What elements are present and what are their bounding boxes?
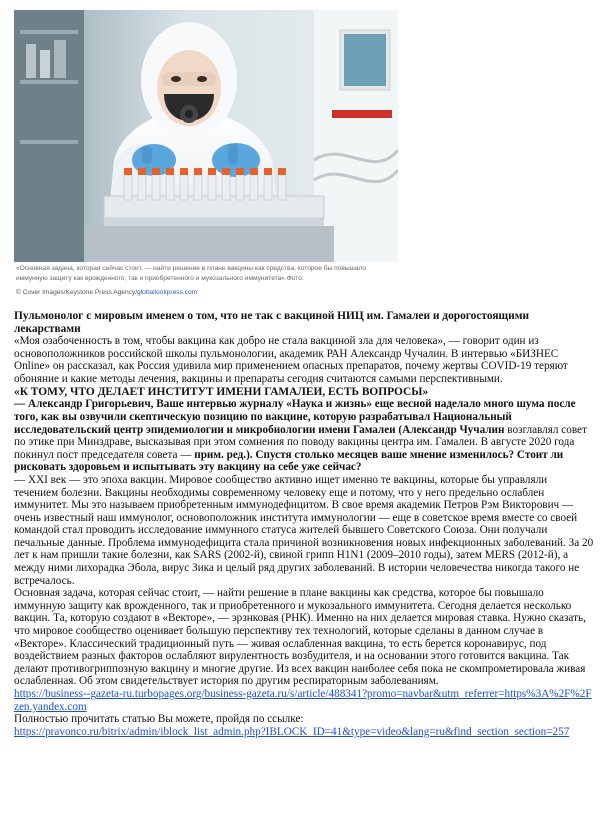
photo-credit <box>14 284 398 298</box>
article-figure <box>14 10 398 308</box>
lab-photo-illustration <box>14 10 398 262</box>
question-bold-part: — Александр Григорьевич, Ваше интервью журналу «Наука и жизнь» еще весной наделало много шума после того, как вы озвучили скептическую позицию по вакцине, которую разрабатывал Национальный исследовательский центр эпидемиологии и микробиологии имени Гамалеи ( <box>14 398 576 436</box>
answer-paragraph-1: — XXI век — это эпоха вакцин. Мировое сообщество активно ищет именно те вакцины, которые бы управляли течением болезни. Вакцины необходимы современному человеку еще и потому, что у него предельно ослаблен иммунитет. Мы это называем приобретенным иммунодефицитом. В свое время академик Петров Рэм Викторович — очень известный наш иммунолог, основоположник института иммунологии — еще в советское время вместе со своей командой стал проводить исследование иммунного статуса жителей бывшего Советского Союза. Они получали печальные данные. Проблема иммунодефицита стала причиной возникновения новых инфекционных заболеваний. За 20 лет к нам пришли такие болезни, как SARS (2002-й), свиной грипп H1N1 (2009–2010 годы), затем MERS (2012-й), а между ними лихорадка Эбола, вирус Зика и целый ряд других заболеваний. В истории человечества никогда такого не встречалось. <box>14 473 594 587</box>
photo-credit-prefix: © Cover Images/Keystone Press Agency/ <box>16 289 138 296</box>
article-title: Пульмонолог с мировым именем о том, что не так с вакциной НИЦ им. Гамалеи и дорогостоящими лекарствами <box>14 310 530 335</box>
answer-paragraph-2: Основная задача, которая сейчас стоит, — найти решение в плане вакцины как средства, которое бы повышало иммунную защиту как врожденного, так и приобретенного и мукозального иммунитета. Сегодня делается несколько вакцин. Та, которую создают в «Векторе», — эрзнковая (РНК). Именно на них делается мировая ставка. Нужно сказать, что мировое сообщество оценивает большую перспективу тех технологий, которые сделаны в данном случае в «Векторе». Классический традиционный путь — живая ослабленная вакцина, то есть берется коронавирус, под воздействием разных факторов ослабляют вирулентность возбудителя, и на основании этого готовится вакцина. Так делают противогриппозную вакцину и многие другие. Из всех вакцин наиболее себя пока не скомпрометировала живая ослабленная. Об этом свидетельствует история по другим респираторным заболеваниям. <box>14 587 586 688</box>
question-note: возглавлял совет по этике при Минздраве, высказывая при этом сомнения по поводу вакцины центра им. Гамалеи. В августе 2020 года покинул пост председателя совета — <box>14 423 587 461</box>
lab-photo <box>14 10 398 262</box>
read-more-link[interactable]: https://pravonco.ru/bitrix/admin/iblock_list_admin.php?IBLOCK_ID=41&type=video&lang=ru&find_section_section=257 <box>14 725 570 738</box>
article-body <box>14 310 594 738</box>
question-tail: ). Спустя столько месяцев ваше мнение изменилось? Стоит ли рисковать здоровьем и испытывать эту вакцину на себе уже сейчас? <box>14 448 564 474</box>
source-link[interactable]: https://business--gazeta-ru.turbopages.org/business-gazeta.ru/s/article/488341?promo=navbar&utm_referrer=https%3A%2F%2Fzen.yandex.com <box>14 688 592 713</box>
read-more-link-block <box>14 726 594 739</box>
question-editor-note: прим. ред. <box>194 448 247 461</box>
source-link-block <box>14 688 594 713</box>
question-paragraph <box>14 398 594 474</box>
read-more-label: Полностью прочитать статью Вы можете, пройдя по ссылке: <box>14 713 304 726</box>
photo-caption: «Основная задача, которая сейчас стоит, — найти решение в плане вакцины как средства, которое бы повышало иммунную защиту как врожденного, так и приобретенного и мукозального иммунитета» Фото: <box>16 265 367 282</box>
photo-credit-agency: globallookpress.com <box>137 289 198 296</box>
article-subhead: «К ТОМУ, ЧТО ДЕЛАЕТ ИНСТИТУТ ИМЕНИ ГАМАЛЕИ, ЕСТЬ ВОПРОСЫ» <box>14 385 429 398</box>
question-bold-name: Александр Чучалин <box>402 423 505 436</box>
article-intro: «Моя озабоченность в том, чтобы вакцина как добро не стала вакциной зла для человека», — говорит один из основоположников российской школы пульмонологии, академик РАН Александр Чучалин. В интервью «БИЗНЕС Online» он рассказал, как Россия удивила мир применением опасных препаратов, почему жертвы COVID-19 теряют обоняние и какие методы лечения, вакцины и препараты сегодня считаются самыми перспективными. <box>14 335 568 385</box>
